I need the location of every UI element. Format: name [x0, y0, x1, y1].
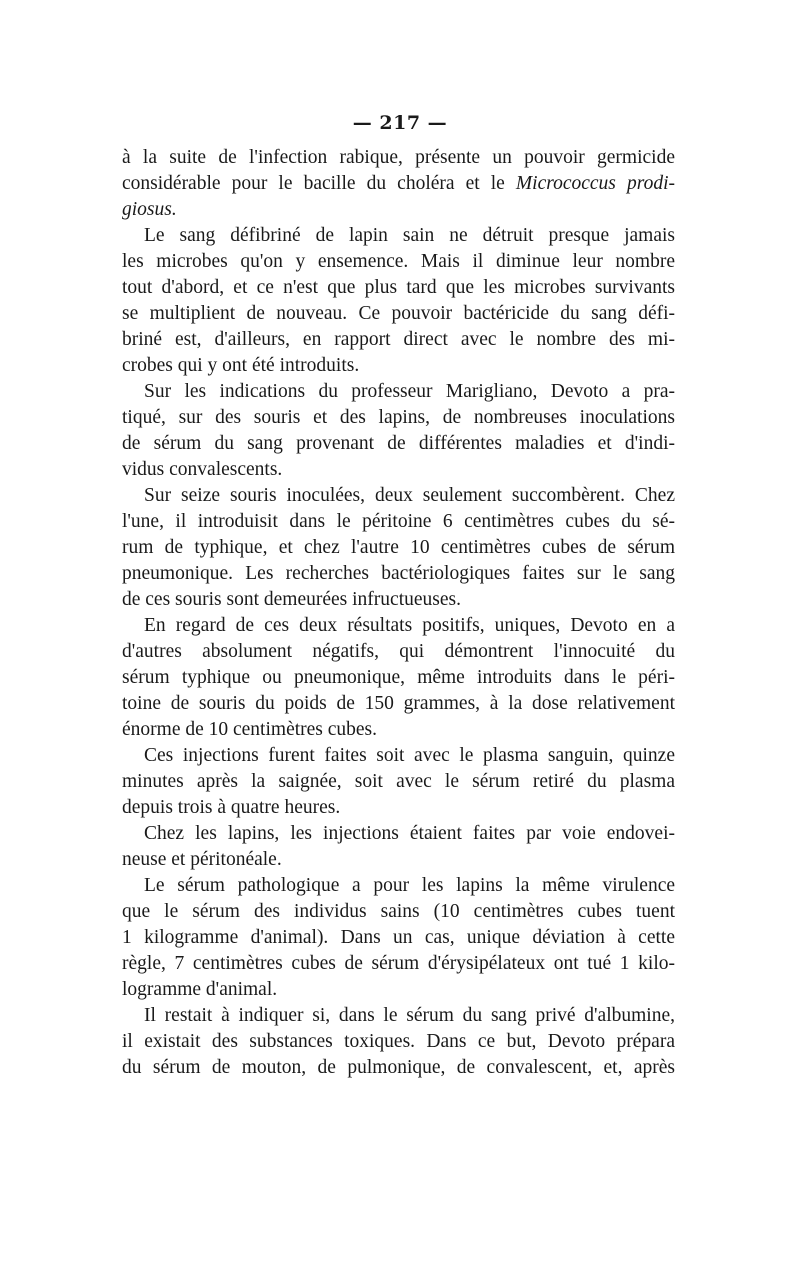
text-line: tout d'abord, et ce n'est que plus tard que les microbes survivants [122, 277, 675, 298]
text-line: Il restait à indiquer si, dans le sérum du sang privé d'albumine, [144, 1005, 675, 1026]
text-line: il existait des substances toxiques. Dans ce but, Devoto prépara [122, 1031, 675, 1052]
text-line: logramme d'animal. [122, 979, 278, 1000]
text-line: neuse et péritonéale. [122, 849, 282, 870]
text-line: 1 kilogramme d'animal). Dans un cas, unique déviation à cette [122, 927, 675, 948]
italic-term: giosus. [122, 199, 177, 220]
text-line: se multiplient de nouveau. Ce pouvoir bactéricide du sang défi- [122, 303, 675, 324]
text-line: En regard de ces deux résultats positifs, uniques, Devoto en a [144, 615, 675, 636]
text-line: sérum typhique ou pneumonique, même introduits dans le péri- [122, 667, 675, 688]
text-line: de sérum du sang provenant de différentes maladies et d'indi- [122, 433, 675, 454]
page-number: — 217 — [352, 112, 448, 134]
text-line: l'une, il introduisit dans le péritoine 6 centimètres cubes du sé- [122, 511, 675, 532]
text-line: depuis trois à quatre heures. [122, 797, 341, 818]
text-line: Chez les lapins, les injections étaient faites par voie endovei- [144, 823, 675, 844]
text-line: à la suite de l'infection rabique, présente un pouvoir germicide [122, 147, 675, 168]
text-line: vidus convalescents. [122, 459, 283, 480]
text-line: les microbes qu'on y ensemence. Mais il diminue leur nombre [122, 251, 675, 272]
text-line: Sur seize souris inoculées, deux seulement succombèrent. Chez [144, 485, 675, 506]
text-line: d'autres absolument négatifs, qui démontrent l'innocuité du [122, 641, 675, 662]
body-text [122, 145, 675, 1081]
text-line: de ces souris sont demeurées infructueuses. [122, 589, 461, 610]
text-line: du sérum de mouton, de pulmonique, de convalescent, et, après [122, 1057, 675, 1078]
text-line: rum de typhique, et chez l'autre 10 centimètres cubes de sérum [122, 537, 675, 558]
text-line: Sur les indications du professeur Marigliano, Devoto a pra- [144, 381, 675, 402]
text-line: Le sérum pathologique a pour les lapins la même virulence [144, 875, 675, 896]
text-line: considérable pour le bacille du choléra et le Micrococcus prodi- [122, 173, 675, 194]
text-line: minutes après la saignée, soit avec le sérum retiré du plasma [122, 771, 675, 792]
text-line: Ces injections furent faites soit avec le plasma sanguin, quinze [144, 745, 675, 766]
text-line: crobes qui y ont été introduits. [122, 355, 360, 376]
text-line: toine de souris du poids de 150 grammes, à la dose relativement [122, 693, 675, 714]
text-line: que le sérum des individus sains (10 centimètres cubes tuent [122, 901, 675, 922]
italic-term: Micrococcus prodi- [515, 173, 675, 194]
text-line [122, 197, 675, 223]
text-line: pneumonique. Les recherches bactériologiques faites sur le sang [122, 563, 675, 584]
text-line: briné est, d'ailleurs, en rapport direct avec le nombre des mi- [122, 329, 675, 350]
text-line: énorme de 10 centimètres cubes. [122, 719, 378, 740]
text-line: tiqué, sur des souris et des lapins, de nombreuses inoculations [122, 407, 675, 428]
text-line: règle, 7 centimètres cubes de sérum d'érysipélateux ont tué 1 kilo- [122, 953, 675, 974]
text-line: Le sang défibriné de lapin sain ne détruit presque jamais [144, 225, 675, 246]
